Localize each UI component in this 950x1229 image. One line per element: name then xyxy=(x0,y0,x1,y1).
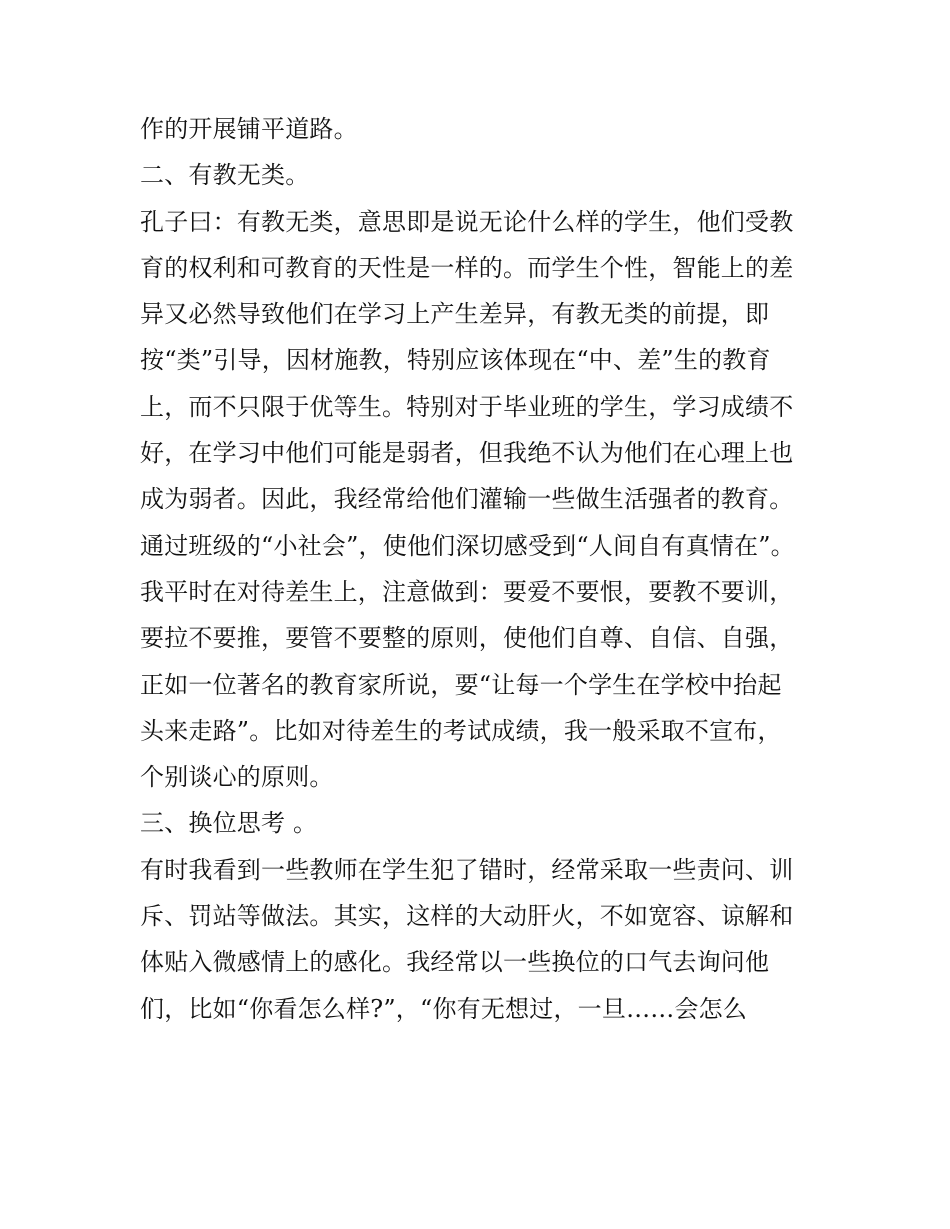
section-heading: 三、换位思考 。 xyxy=(140,809,318,838)
text-line: 正如一位著名的教育家所说，要“让每一个学生在学校中抬起 xyxy=(140,670,782,699)
text-line: 异又必然导致他们在学习上产生差异，有教无类的前提，即 xyxy=(140,300,770,329)
text-line: 体贴入微感情上的感化。我经常以一些换位的口气去询问他 xyxy=(140,948,770,977)
text-line: 个别谈心的原则。 xyxy=(140,763,334,792)
text-line: 斥、罚站等做法。其实，这样的大动肝火，不如宽容、谅解和 xyxy=(140,902,794,931)
text-line: 成为弱者。因此，我经常给他们灌输一些做生活强者的教育。 xyxy=(140,485,794,514)
text-line: 孔子曰：有教无类，意思即是说无论什么样的学生，他们受教 xyxy=(140,207,794,236)
text-line: 有时我看到一些教师在学生犯了错时，经常采取一些责问、训 xyxy=(140,855,794,884)
document-body xyxy=(140,106,830,1032)
text-line: 头来走路”。比如对待差生的考试成绩，我一般采取不宣布， xyxy=(140,716,782,745)
text-line: 我平时在对待差生上，注意做到：要爱不要恨，要教不要训， xyxy=(140,577,794,606)
text-line: 通过班级的“小社会”，使他们深切感受到“人间自有真情在”。 xyxy=(140,531,795,560)
section-heading: 二、有教无类。 xyxy=(140,161,310,190)
text-line: 育的权利和可教育的天性是一样的。而学生个性，智能上的差 xyxy=(140,253,794,282)
text-line: 好，在学习中他们可能是弱者，但我绝不认为他们在心理上也 xyxy=(140,439,794,468)
text-line: 按“类”引导，因材施教，特别应该体现在“中、差”生的教育 xyxy=(140,346,771,375)
text-line: 们，比如“你看怎么样?”，“你有无想过，一旦……会怎么 xyxy=(140,994,748,1023)
text-line: 作的开展铺平道路。 xyxy=(140,115,358,143)
text-line: 要拉不要推，要管不要整的原则，使他们自尊、自信、自强， xyxy=(140,624,794,653)
text-line: 上，而不只限于优等生。特别对于毕业班的学生，学习成绩不 xyxy=(140,392,794,421)
